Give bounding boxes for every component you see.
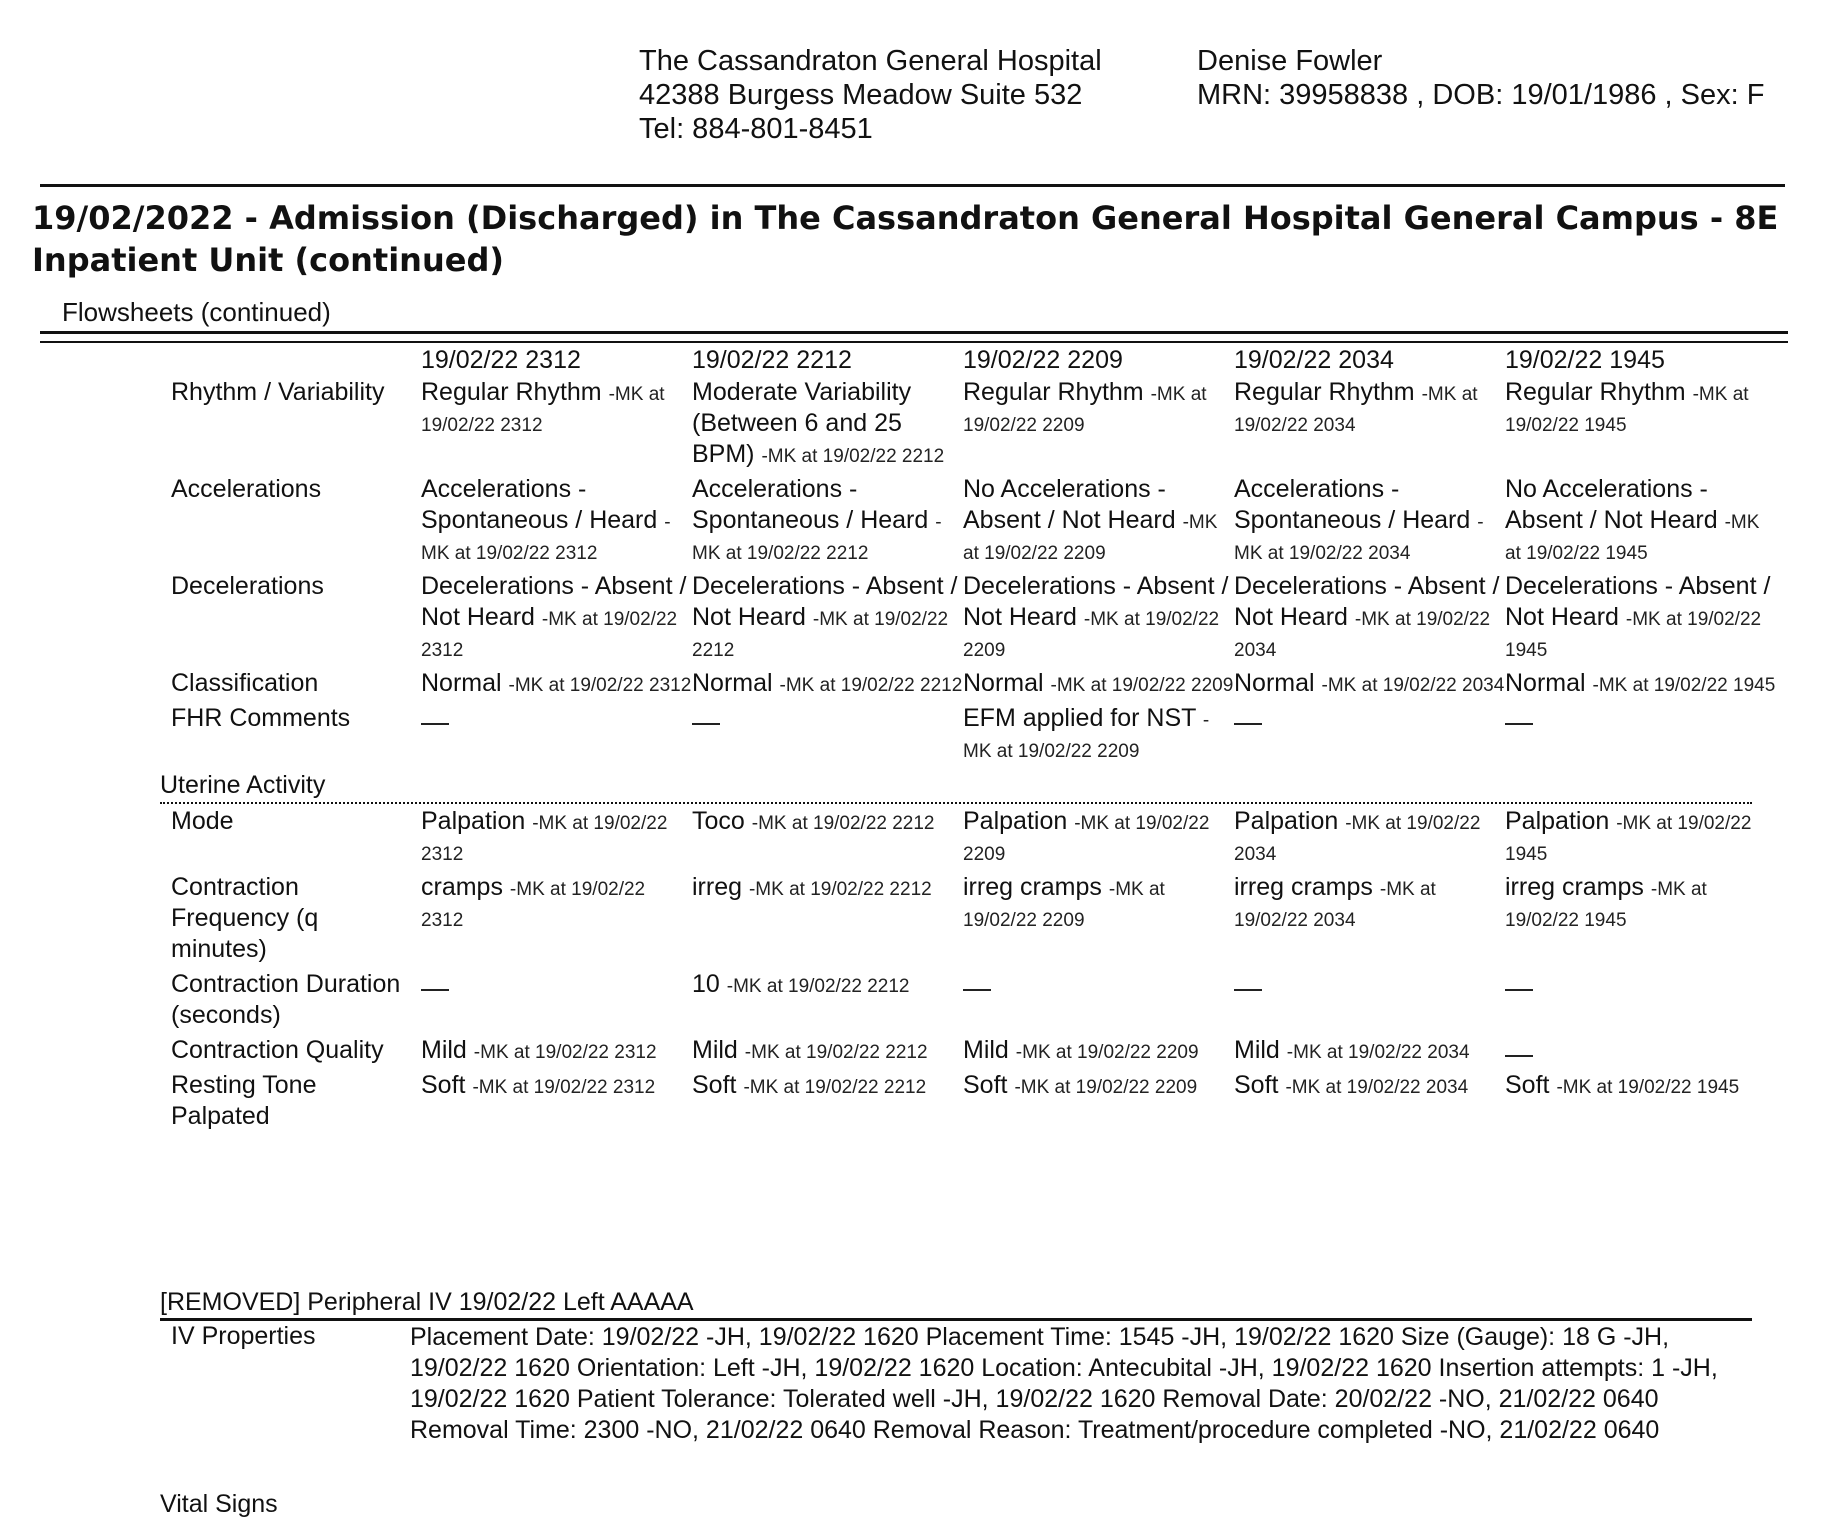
fhr-cell — [1505, 377, 1776, 474]
fhr-flowsheet-table — [160, 345, 1776, 769]
column-header: 19/02/22 2312 — [421, 346, 581, 374]
cell-value: irreg cramps — [963, 873, 1102, 901]
empty-dash — [421, 989, 449, 991]
fhr-cell — [963, 571, 1234, 668]
uterine-cell — [1234, 1035, 1505, 1070]
uterine-cell — [1505, 806, 1776, 872]
uterine-cell — [692, 806, 963, 872]
uterine-row — [160, 969, 1776, 1035]
cell-signature: -MK at 19/02/22 2034 — [1321, 675, 1505, 696]
cell-value: cramps — [421, 873, 503, 901]
empty-dash — [1505, 1055, 1533, 1057]
cell-value: Decelerations - Absent / Not Heard — [692, 572, 958, 631]
uterine-cell — [421, 1035, 692, 1070]
column-header: 19/02/22 1945 — [1505, 346, 1665, 374]
cell-signature: -MK at 19/02/22 2034 — [1234, 512, 1484, 564]
cell-value: No Accelerations - Absent / Not Heard — [963, 475, 1176, 534]
fhr-cell — [1234, 668, 1505, 703]
fhr-cell — [692, 474, 963, 571]
uterine-cell — [963, 969, 1234, 1035]
fhr-row — [160, 668, 1776, 703]
uterine-cell — [421, 969, 692, 1035]
cell-value: Soft — [1234, 1071, 1279, 1099]
hospital-tel: Tel: 884-801-8451 — [639, 113, 873, 145]
empty-dash — [963, 989, 991, 991]
cell-value: Palpation — [1505, 807, 1610, 835]
fhr-cell — [421, 377, 692, 474]
cell-value: Decelerations - Absent / Not Heard — [421, 572, 687, 631]
cell-signature: -MK at 19/02/22 2034 — [1286, 1042, 1470, 1063]
cell-signature: -MK at 19/02/22 2212 — [692, 512, 942, 564]
cell-value: 10 — [692, 970, 720, 998]
empty-dash — [1234, 723, 1262, 725]
empty-dash — [692, 723, 720, 725]
iv-properties-text: Placement Date: 19/02/22 -JH, 19/02/22 1620 Placement Time: 1545 -JH, 19/02/22 1620 Size (Gauge): 18 G -JH, 19/02/22 1620 Orientation: Left -JH, 19/02/22 1620 Location: Antecubital -JH, 19/02/22 1620 Insertion attempts: 1 -JH, 19/02/22 1620 Patient Tolerance: Tolerated well -JH, 19/02/22 1620 Removal Date: 20/02/22 -NO, 21/02/22 0640 Removal Time: 2300 -NO, 21/02/22 0640 Removal Reason: Treatment/procedure completed -NO, 21/02/22 0640 — [410, 1323, 1718, 1444]
cell-signature: -MK at 19/02/22 2034 — [1234, 384, 1478, 436]
cell-value: Mild — [421, 1036, 467, 1064]
cell-signature: -MK at 19/02/22 1945 — [1505, 879, 1707, 931]
uterine-cell — [1505, 1035, 1776, 1070]
cell-value: Moderate Variability (Between 6 and 25 BPM) — [692, 378, 912, 468]
uterine-cell — [963, 1070, 1234, 1136]
column-header-blank — [160, 345, 421, 377]
cell-signature: -MK at 19/02/22 2209 — [963, 710, 1210, 762]
uterine-row — [160, 1035, 1776, 1070]
uterine-cell — [1505, 872, 1776, 969]
cell-value: irreg — [692, 873, 743, 901]
uterine-row-label: Contraction Duration (seconds) — [171, 970, 401, 1029]
cell-signature: -MK at 19/02/22 2312 — [421, 609, 678, 661]
cell-value: Mild — [692, 1036, 738, 1064]
cell-signature: -MK at 19/02/22 2212 — [779, 675, 963, 696]
cell-signature: -MK at 19/02/22 2212 — [743, 1077, 927, 1098]
uterine-row — [160, 806, 1776, 872]
cell-signature: -MK at 19/02/22 2209 — [1014, 1077, 1198, 1098]
empty-dash — [1505, 723, 1533, 725]
fhr-row — [160, 703, 1776, 769]
cell-signature: -MK at 19/02/22 2034 — [1285, 1077, 1469, 1098]
column-header-row — [160, 345, 1776, 377]
cell-signature: -MK at 19/02/22 1945 — [1505, 384, 1749, 436]
cell-value: Soft — [421, 1071, 466, 1099]
uterine-row — [160, 1070, 1776, 1136]
cell-value: Palpation — [421, 807, 526, 835]
cell-signature: -MK at 19/02/22 2212 — [692, 609, 949, 661]
cell-signature: -MK at 19/02/22 2212 — [748, 879, 932, 900]
cell-value: Mild — [1234, 1036, 1280, 1064]
fhr-row-label: Rhythm / Variability — [171, 378, 385, 406]
uterine-row — [160, 872, 1776, 969]
uterine-flowsheet-table — [160, 806, 1776, 1136]
fhr-row-label: Decelerations — [171, 572, 324, 600]
fhr-row — [160, 571, 1776, 668]
uterine-cell — [963, 872, 1234, 969]
cell-signature: -MK at 19/02/22 2212 — [744, 1042, 928, 1063]
cell-signature: -MK at 19/02/22 2034 — [1234, 813, 1481, 865]
fhr-cell — [963, 668, 1234, 703]
fhr-row — [160, 377, 1776, 474]
patient-info — [1197, 44, 1764, 112]
empty-dash — [1234, 989, 1262, 991]
fhr-cell — [1505, 474, 1776, 571]
fhr-cell — [692, 377, 963, 474]
uterine-row-label: Contraction Frequency (q minutes) — [171, 873, 319, 963]
uterine-cell — [692, 1070, 963, 1136]
fhr-cell — [1505, 703, 1776, 769]
fhr-cell — [963, 474, 1234, 571]
column-header: 19/02/22 2209 — [963, 346, 1123, 374]
cell-value: Accelerations - Spontaneous / Heard — [421, 475, 658, 534]
cell-signature: -MK at 19/02/22 2209 — [1015, 1042, 1199, 1063]
fhr-cell — [1505, 571, 1776, 668]
cell-value: Regular Rhythm — [1505, 378, 1686, 406]
cell-signature: -MK at 19/02/22 2212 — [761, 446, 945, 467]
vital-signs-title: Vital Signs — [160, 1490, 278, 1518]
cell-signature: -MK at 19/02/22 2312 — [421, 512, 671, 564]
header-divider — [40, 184, 1785, 187]
fhr-row-label: Accelerations — [171, 475, 322, 503]
uterine-cell — [692, 872, 963, 969]
cell-signature: -MK at 19/02/22 2312 — [421, 813, 668, 865]
cell-signature: -MK at 19/02/22 2209 — [963, 512, 1218, 564]
cell-signature: -MK at 19/02/22 2209 — [963, 813, 1210, 865]
cell-signature: -MK at 19/02/22 2312 — [421, 879, 646, 931]
cell-value: Decelerations - Absent / Not Heard — [1505, 572, 1771, 631]
cell-value: Normal — [1234, 669, 1315, 697]
uterine-cell — [1505, 1070, 1776, 1136]
section-divider — [40, 331, 1788, 343]
cell-value: Normal — [421, 669, 502, 697]
cell-signature: -MK at 19/02/22 2312 — [472, 1077, 656, 1098]
cell-value: Palpation — [1234, 807, 1339, 835]
patient-name: Denise Fowler — [1197, 45, 1383, 77]
cell-signature: -MK at 19/02/22 2212 — [751, 813, 935, 834]
uterine-row-label: Contraction Quality — [171, 1036, 384, 1064]
cell-signature: -MK at 19/02/22 2312 — [508, 675, 692, 696]
hospital-info — [639, 44, 1102, 146]
fhr-row — [160, 474, 1776, 571]
uterine-cell — [963, 806, 1234, 872]
fhr-cell — [1234, 377, 1505, 474]
hospital-address: 42388 Burgess Meadow Suite 532 — [639, 79, 1083, 111]
cell-value: Accelerations - Spontaneous / Heard — [1234, 475, 1471, 534]
cell-signature: -MK at 19/02/22 1945 — [1592, 675, 1776, 696]
empty-dash — [421, 723, 449, 725]
uterine-cell — [421, 1070, 692, 1136]
iv-divider — [160, 1318, 1752, 1321]
cell-value: irreg cramps — [1505, 873, 1644, 901]
cell-signature: -MK at 19/02/22 2209 — [1050, 675, 1234, 696]
cell-value: Normal — [963, 669, 1044, 697]
fhr-cell — [692, 668, 963, 703]
cell-value: Toco — [692, 807, 745, 835]
cell-value: Normal — [1505, 669, 1586, 697]
uterine-cell — [1234, 969, 1505, 1035]
cell-value: Soft — [1505, 1071, 1550, 1099]
column-header: 19/02/22 2034 — [1234, 346, 1394, 374]
fhr-cell — [692, 571, 963, 668]
empty-dash — [1505, 989, 1533, 991]
fhr-cell — [963, 703, 1234, 769]
uterine-cell — [1505, 969, 1776, 1035]
uterine-cell — [1234, 806, 1505, 872]
cell-signature: -MK at 19/02/22 1945 — [1505, 813, 1752, 865]
fhr-cell — [1234, 703, 1505, 769]
uterine-cell — [692, 1035, 963, 1070]
cell-value: Decelerations - Absent / Not Heard — [1234, 572, 1500, 631]
cell-value: Soft — [963, 1071, 1008, 1099]
uterine-row-label: Resting Tone Palpated — [171, 1071, 317, 1130]
fhr-cell — [421, 668, 692, 703]
cell-signature: -MK at 19/02/22 1945 — [1556, 1077, 1740, 1098]
fhr-cell — [1505, 668, 1776, 703]
encounter-title: 19/02/2022 - Admission (Discharged) in The Cassandraton General Hospital General Campus - 8E Inpatient Unit (continued) — [32, 199, 1779, 279]
cell-signature: -MK at 19/02/22 2209 — [963, 384, 1207, 436]
cell-value: Regular Rhythm — [1234, 378, 1415, 406]
iv-title: [REMOVED] Peripheral IV 19/02/22 Left AAAAA — [160, 1288, 694, 1316]
uterine-cell — [692, 969, 963, 1035]
cell-signature: -MK at 19/02/22 1945 — [1505, 512, 1760, 564]
cell-signature: -MK at 19/02/22 2312 — [421, 384, 665, 436]
uterine-cell — [1234, 1070, 1505, 1136]
uterine-cell — [1234, 872, 1505, 969]
cell-value: No Accelerations - Absent / Not Heard — [1505, 475, 1718, 534]
uterine-activity-divider — [160, 802, 1752, 804]
uterine-cell — [421, 806, 692, 872]
cell-value: Accelerations - Spontaneous / Heard — [692, 475, 929, 534]
uterine-cell — [963, 1035, 1234, 1070]
cell-value: Regular Rhythm — [421, 378, 602, 406]
cell-value: Soft — [692, 1071, 737, 1099]
uterine-activity-title: Uterine Activity — [160, 771, 326, 799]
cell-signature: -MK at 19/02/22 2209 — [963, 879, 1165, 931]
fhr-cell — [963, 377, 1234, 474]
cell-value: irreg cramps — [1234, 873, 1373, 901]
patient-identifiers: MRN: 39958838 , DOB: 19/01/1986 , Sex: F — [1197, 79, 1765, 111]
cell-value: Mild — [963, 1036, 1009, 1064]
uterine-row-label: Mode — [171, 807, 234, 835]
cell-value: Normal — [692, 669, 773, 697]
fhr-row-label: Classification — [171, 669, 319, 697]
fhr-cell — [1234, 571, 1505, 668]
fhr-row-label: FHR Comments — [171, 704, 351, 732]
iv-properties-label: IV Properties — [171, 1322, 316, 1350]
cell-value: Regular Rhythm — [963, 378, 1144, 406]
cell-signature: -MK at 19/02/22 2312 — [473, 1042, 657, 1063]
fhr-cell — [1234, 474, 1505, 571]
section-title: Flowsheets (continued) — [62, 297, 331, 327]
column-header: 19/02/22 2212 — [692, 346, 852, 374]
fhr-cell — [421, 571, 692, 668]
cell-value: Decelerations - Absent / Not Heard — [963, 572, 1229, 631]
cell-signature: -MK at 19/02/22 1945 — [1505, 609, 1762, 661]
cell-signature: -MK at 19/02/22 2034 — [1234, 879, 1436, 931]
cell-signature: -MK at 19/02/22 2209 — [963, 609, 1220, 661]
cell-value: Palpation — [963, 807, 1068, 835]
fhr-cell — [421, 703, 692, 769]
cell-signature: -MK at 19/02/22 2034 — [1234, 609, 1491, 661]
uterine-cell — [421, 872, 692, 969]
cell-signature: -MK at 19/02/22 2212 — [726, 976, 910, 997]
hospital-name: The Cassandraton General Hospital — [639, 45, 1102, 77]
cell-value: EFM applied for NST — [963, 704, 1196, 732]
fhr-cell — [421, 474, 692, 571]
fhr-cell — [692, 703, 963, 769]
